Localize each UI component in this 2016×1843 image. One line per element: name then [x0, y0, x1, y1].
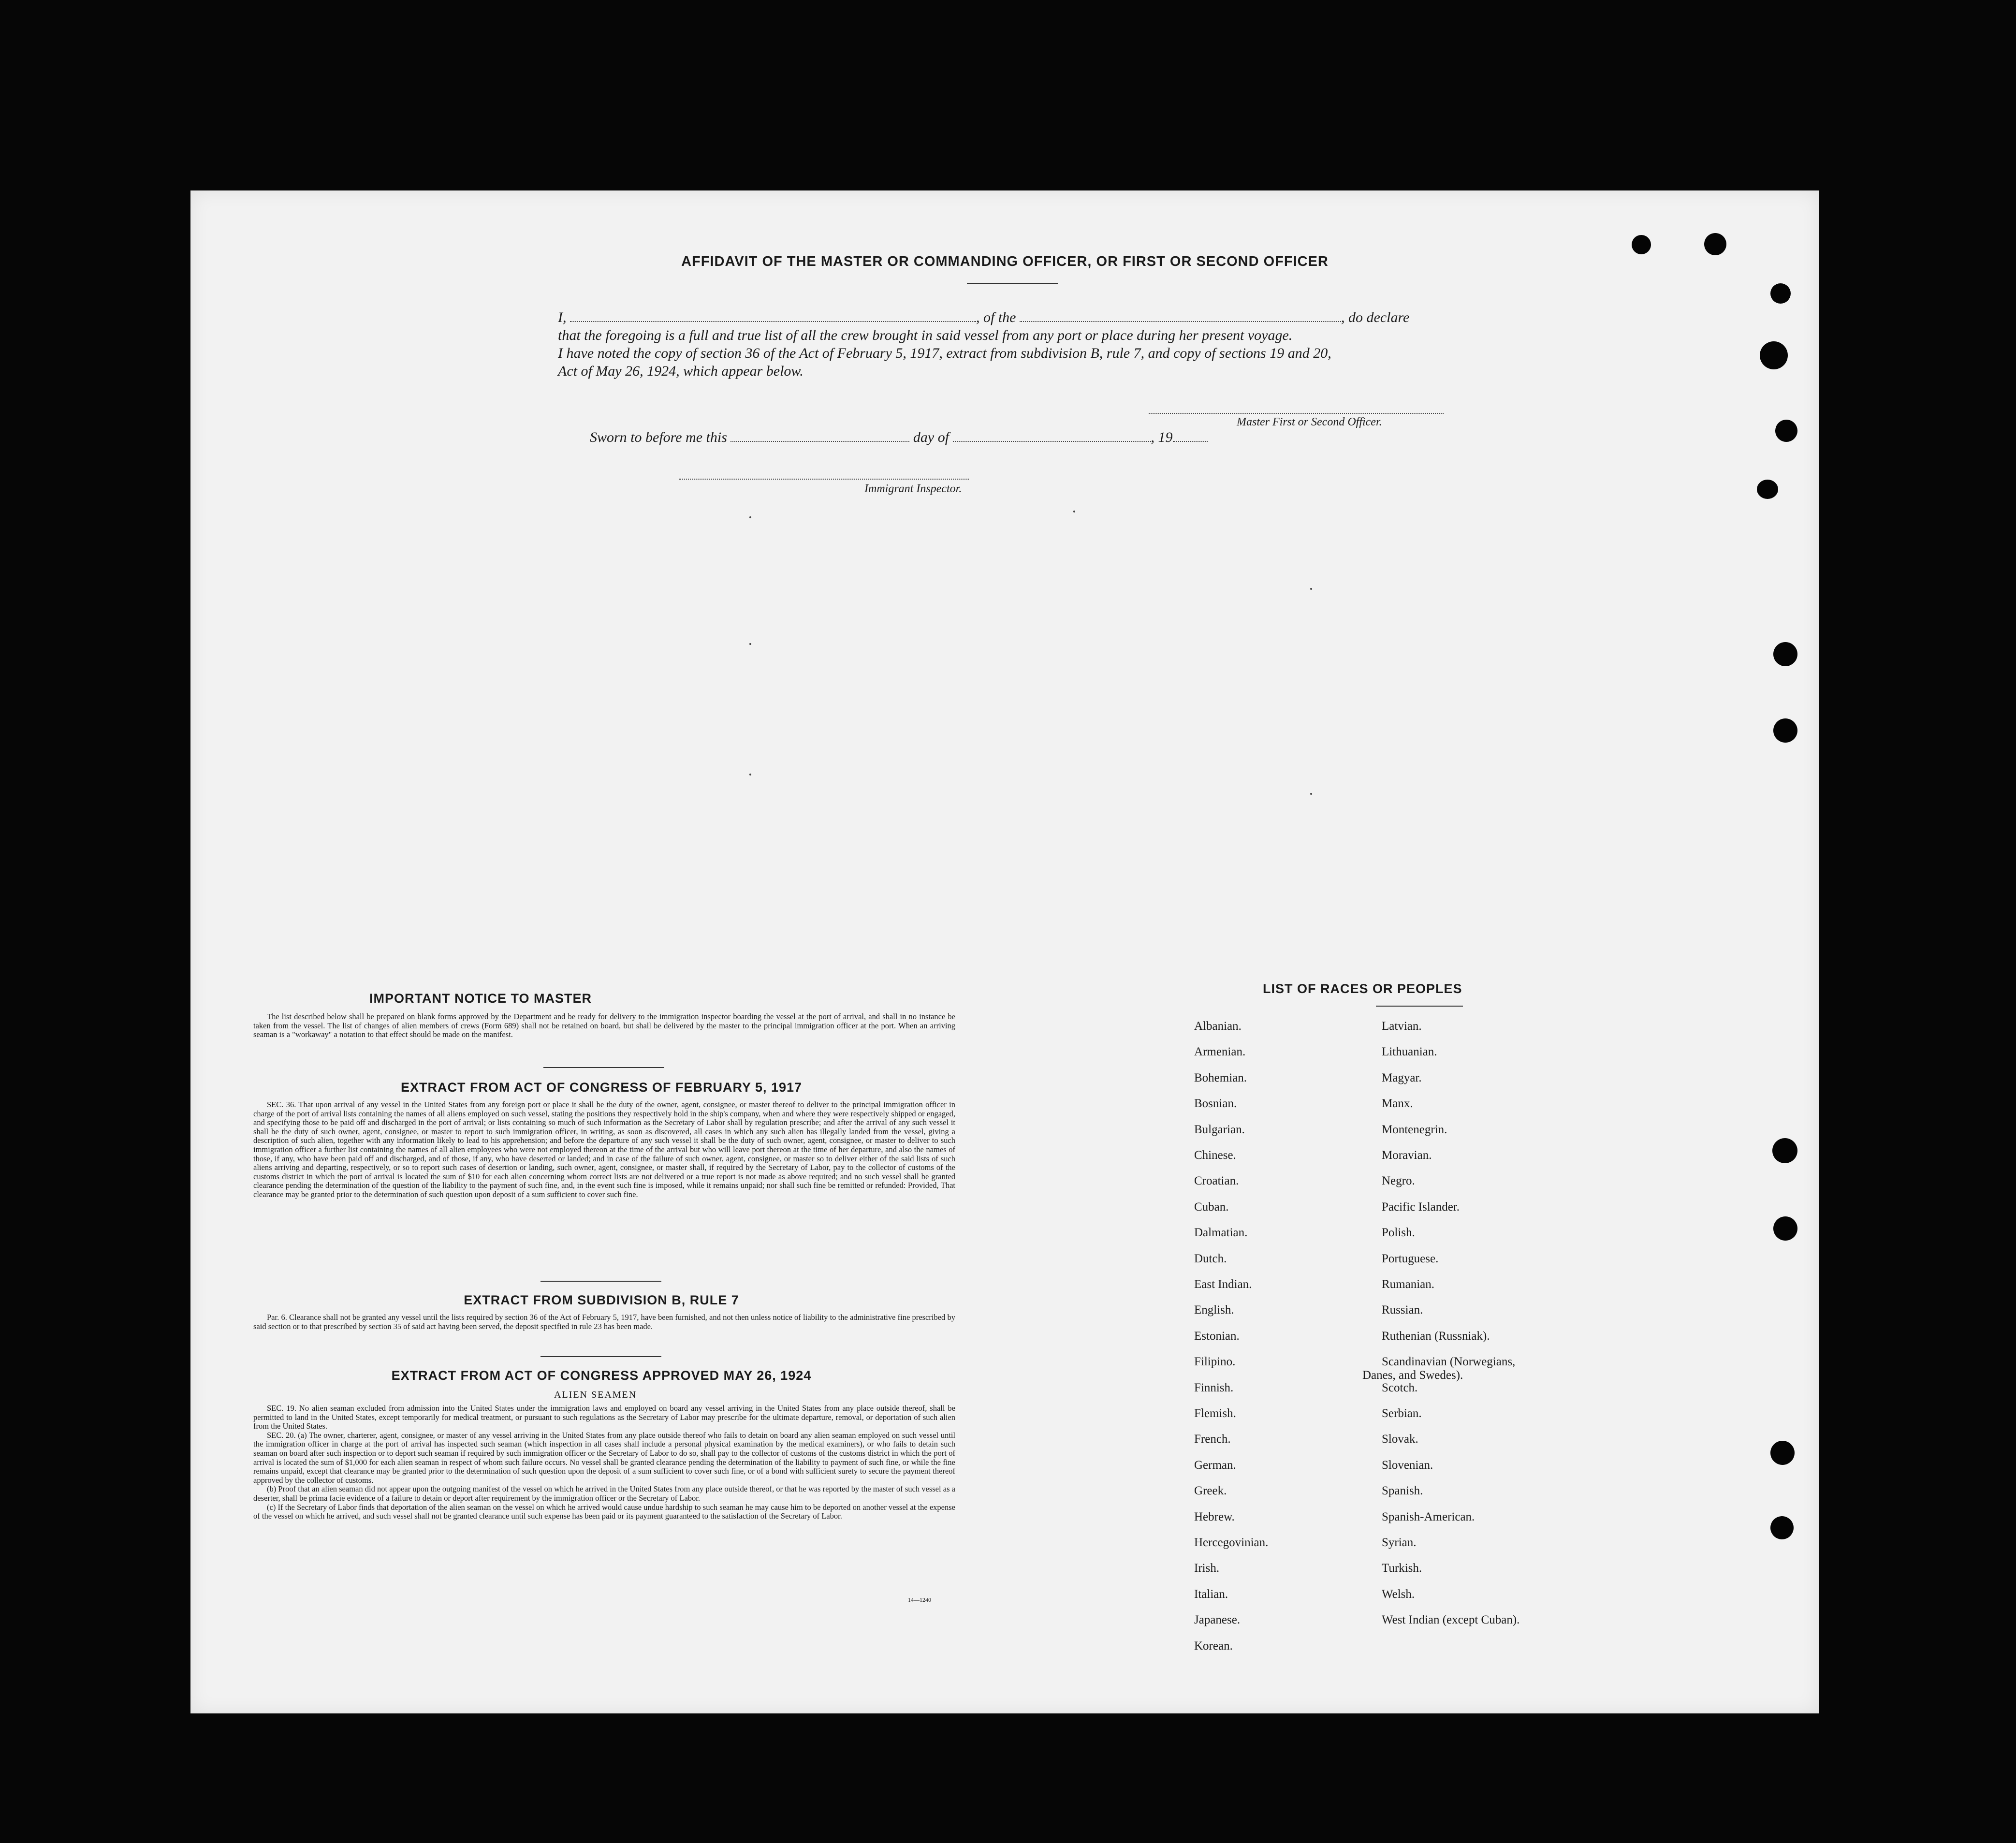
race-item: Scotch.: [1382, 1381, 1418, 1394]
extract-1917-title: EXTRACT FROM ACT OF CONGRESS OF FEBRUARY 5, 1917: [400, 1080, 803, 1095]
binder-hole: [1770, 283, 1791, 304]
rule7-title: EXTRACT FROM SUBDIVISION B, RULE 7: [464, 1293, 739, 1307]
race-item: Slovenian.: [1382, 1458, 1433, 1472]
race-item: Estonian.: [1194, 1329, 1240, 1343]
race-item: Spanish-American.: [1382, 1510, 1475, 1523]
document-page: [190, 190, 1819, 1713]
races-title: LIST OF RACES OR PEOPLES: [1263, 981, 1462, 996]
race-item: Chinese.: [1194, 1149, 1236, 1162]
declaration-line-3: I have noted the copy of section 36 of the Act of February 5, 1917, extract from subdivision B, rule 7, and copy of sections 19 and 20,: [558, 345, 1331, 361]
section-20c: (c) If the Secretary of Labor finds that deportation of the alien seaman on the vessel on which he arrived would cause undue hardship to such seaman he may cause him to be deported on another vessel at the expense of the vessel on which he arrived, and such vessel shall not be granted clearance until such expense has been paid or its payment guaranteed to the satisfaction of the Secretary of Labor.: [253, 1502, 955, 1521]
stray-mark: [749, 774, 751, 775]
binder-hole: [1770, 1516, 1794, 1539]
binder-hole: [1773, 718, 1797, 743]
binder-hole: [1775, 420, 1797, 442]
declaration-i: I,: [558, 309, 567, 325]
race-item: Polish.: [1382, 1226, 1415, 1240]
race-item: Bosnian.: [1194, 1097, 1237, 1111]
stray-mark: [1310, 588, 1312, 590]
vessel-blank: [1020, 311, 1341, 322]
extract-1924-title: EXTRACT FROM ACT OF CONGRESS APPROVED MAY 26, 1924: [391, 1368, 812, 1383]
race-item: Scandinavian (Norwegians,: [1382, 1355, 1516, 1369]
race-item: French.: [1194, 1433, 1231, 1446]
rule7-text: Par. 6. Clearance shall not be granted any vessel until the lists required by section 36 of the Act of February 5, 1917, have been furnished, and not then unless notice of liability to the administrative fine prescribed by said section or to that prescribed by section 35 of said act having been served, the deposit specified in rule 23 has been made.: [253, 1313, 955, 1331]
affidavit-declaration: [558, 308, 1467, 380]
master-caption: Master First or Second Officer.: [1237, 416, 1382, 428]
race-item: Spanish.: [1382, 1484, 1423, 1498]
race-item: Rumanian.: [1382, 1278, 1435, 1291]
race-item: Italian.: [1194, 1587, 1228, 1601]
race-item: Montenegrin.: [1382, 1123, 1447, 1136]
race-item: Filipino.: [1194, 1355, 1236, 1369]
sworn-text-c: , 19: [1151, 429, 1173, 445]
master-signature-line: [1149, 413, 1444, 414]
extract-1924-text: [253, 1404, 955, 1521]
sworn-month-blank: [953, 431, 1151, 442]
race-item: Pacific Islander.: [1382, 1200, 1460, 1214]
stray-mark: [749, 516, 751, 518]
binder-hole: [1773, 642, 1797, 666]
notice-title: IMPORTANT NOTICE TO MASTER: [369, 991, 592, 1006]
race-item: Danes, and Swedes).: [1362, 1369, 1463, 1382]
race-item: Magyar.: [1382, 1071, 1422, 1084]
race-item: Slovak.: [1382, 1433, 1418, 1446]
sworn-text-a: Sworn to before me this: [590, 429, 727, 445]
race-item: Portuguese.: [1382, 1252, 1439, 1265]
race-item: Hercegovinian.: [1194, 1536, 1269, 1549]
affidavit-title: AFFIDAVIT OF THE MASTER OR COMMANDING OFFICER, OR FIRST OR SECOND OFFICER: [681, 254, 1329, 269]
race-item: Latvian.: [1382, 1020, 1422, 1033]
binder-hole: [1760, 341, 1788, 369]
binder-hole: [1772, 1138, 1797, 1163]
race-item: Welsh.: [1382, 1587, 1415, 1601]
section-20b: (b) Proof that an alien seaman did not appear upon the outgoing manifest of the vessel on which he arrived in the United States from any place outside thereof, or that he was reported by the master of such vessel as a deserter, shall be prima facie evidence of a failure to detain or deport after requirement by the immigration officer or the Secretary of Labor.: [253, 1484, 955, 1503]
section-19: SEC. 19. No alien seaman excluded from admission into the United States under the immigration laws and employed on board any vessel arriving in the United States from any place outside thereof, shall be permitted to land in the United States, except temporarily for medical treatment, or pursuant to such regulations as the Secretary of Labor may prescribe for the ultimate departure, removal, or deportation of such alien from the United States.: [253, 1404, 955, 1431]
race-item: Hebrew.: [1194, 1510, 1235, 1523]
notice-text: The list described below shall be prepared on blank forms approved by the Department and be ready for delivery to the immigration inspector boarding the vessel at the port of arrival, and shall in no instance be taken from the vessel. The list of changes of alien members of crews (Form 689) shall not be retained on board, but shall be delivered by the master to the principal immigration officer at the port. When an arriving seaman is a "workaway" a notation to that effect should be made on the manifest.: [253, 1012, 955, 1039]
sworn-text-b: day of: [913, 429, 950, 445]
race-item: Syrian.: [1382, 1536, 1417, 1549]
stray-mark: [749, 643, 751, 645]
stray-mark: [1073, 511, 1075, 512]
race-item: Armenian.: [1194, 1045, 1246, 1059]
section-20a: SEC. 20. (a) The owner, charterer, agent, consignee, or master of any vessel arriving in the United States from any place outside thereof who fails to detain on board any alien seaman employed on such vessel until the immigration officer in charge at the port of arrival has inspected such seaman (which inspection in all cases shall include a personal physical examination by the medical examiners), or who fails to detain such seaman on board after such inspection or to deport such seaman if required by such immigration officer or the Secretary of Labor to do so, shall pay to the collector of customs of the customs district in which the port of arrival is located the sum of $1,000 for each alien seaman in respect of whom such failure occurs. No vessel shall be granted clearance pending the determination of the liability to payment of such fine, or while the fine remains unpaid, except that clearance may be granted prior to the determination of such question upon the deposit of a sum sufficient to cover such fine, or of a bond with sufficient surety to secure the payment thereof approved by the collector of customs.: [253, 1430, 955, 1485]
race-item: Korean.: [1194, 1639, 1233, 1653]
races-rule: [1376, 1006, 1463, 1007]
binder-hole: [1757, 480, 1778, 499]
race-item: Serbian.: [1382, 1407, 1422, 1420]
binder-hole: [1773, 1216, 1797, 1241]
alien-seamen-subtitle: ALIEN SEAMEN: [554, 1390, 637, 1400]
binder-hole: [1770, 1441, 1795, 1465]
race-item: German.: [1194, 1458, 1236, 1472]
declaration-do-declare: , do declare: [1341, 309, 1410, 325]
race-item: West Indian (except Cuban).: [1382, 1613, 1520, 1627]
notice-rule: [543, 1067, 664, 1068]
stray-mark: [1310, 793, 1312, 795]
race-item: Lithuanian.: [1382, 1045, 1437, 1059]
binder-hole: [1632, 235, 1651, 254]
form-number: 14—1240: [908, 1596, 931, 1603]
race-item: Finnish.: [1194, 1381, 1234, 1394]
race-item: Croatian.: [1194, 1174, 1239, 1188]
race-item: English.: [1194, 1303, 1234, 1317]
race-item: Greek.: [1194, 1484, 1227, 1498]
rule7-rule: [541, 1356, 661, 1357]
race-item: Bohemian.: [1194, 1071, 1247, 1084]
race-item: Negro.: [1382, 1174, 1415, 1188]
declaration-line-4: Act of May 26, 1924, which appear below.: [558, 363, 803, 379]
race-item: Albanian.: [1194, 1020, 1242, 1033]
binder-hole: [1704, 233, 1726, 255]
race-item: Manx.: [1382, 1097, 1413, 1111]
race-item: Cuban.: [1194, 1200, 1229, 1214]
race-item: Dalmatian.: [1194, 1226, 1248, 1240]
inspector-caption: Immigrant Inspector.: [864, 483, 962, 495]
race-item: Dutch.: [1194, 1252, 1227, 1265]
race-item: Flemish.: [1194, 1407, 1236, 1420]
inspector-signature-line: [679, 479, 969, 480]
extract-1917-text: SEC. 36. That upon arrival of any vessel in the United States from any foreign port or place it shall be the duty of the owner, agent, consignee, or master thereof to deliver to the principal immigration officer in charge of the port of arrival lists containing the names of all aliens employed on such vessel, stating the positions they respectively hold in the ship's company, when and where they were respectively shipped or engaged, and specifying those to be paid off and discharged in the port of arrival; or lists containing so much of such information as the Secretary of Labor shall by regulation prescribe; and after the arrival of any such vessel it shall be the duty of such owner, agent, consignee, or master to report to such immigration officer, in writing, as soon as discovered, all cases in which any such alien has illegally landed from the vessel, giving a description of such alien, together with any information likely to lead to his apprehension; and before the departure of any such vessel it shall be the duty of such owner, agent, consignee, or master to deliver to such immigration officer a further list containing the names of all alien employees who were not employed thereon at the time of the arrival but who will leave port thereon at the time of her departure, and also the names of those, if any, who have been paid off and discharged, and of those, if any, who have deserted or landed; and in case of the failure of such owner, agent, consignee, or master so to deliver either of the said lists of such aliens arriving and departing, respectively, or so to report such cases of desertion or landing, such owner, agent, consignee, or master shall, if required by the Secretary of Labor, pay to the collector of customs of the customs district in which the port of arrival is located the sum of $10 for each alien concerning whom correct lists are not delivered or a true report is not made as above required; and no such vessel shall be granted clearance pending the determination of the question of the liability to the payment of such fine, and, in the event such fine is imposed, while it remains unpaid; nor shall such fine be remitted or refunded: Provided, That clearance may be granted prior to the determination of such question upon deposit of a sum sufficient to cover such fine.: [253, 1100, 955, 1199]
sworn-statement: [590, 429, 1208, 446]
declaration-of-the: , of the: [976, 309, 1016, 325]
race-item: Irish.: [1194, 1562, 1220, 1575]
race-item: Japanese.: [1194, 1613, 1241, 1627]
race-item: Ruthenian (Russniak).: [1382, 1329, 1490, 1343]
title-rule: [967, 283, 1058, 284]
race-item: Russian.: [1382, 1303, 1423, 1317]
name-blank: [570, 311, 976, 322]
sworn-year-blank: [1173, 431, 1208, 442]
declaration-line-2: that the foregoing is a full and true list of all the crew brought in said vessel from any port or place during her present voyage.: [558, 327, 1293, 343]
race-item: Bulgarian.: [1194, 1123, 1245, 1136]
race-item: East Indian.: [1194, 1278, 1252, 1291]
sworn-day-blank: [730, 431, 909, 442]
race-item: Moravian.: [1382, 1149, 1432, 1162]
extract-1917-rule: [541, 1281, 661, 1282]
race-item: Turkish.: [1382, 1562, 1422, 1575]
